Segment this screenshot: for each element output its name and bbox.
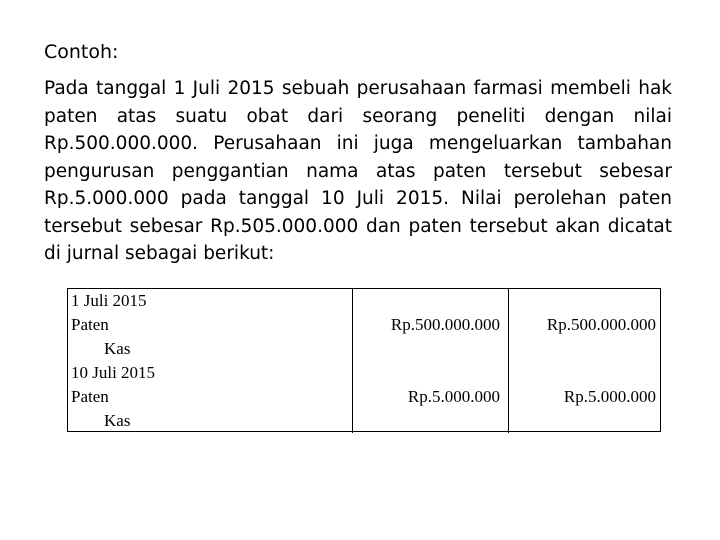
entry-1-credit-account: Kas bbox=[104, 339, 131, 358]
column-divider-credit bbox=[508, 288, 509, 433]
entry-1-credit-amount: Rp.500.000.000 bbox=[546, 315, 656, 334]
entry-1-debit-account: Paten bbox=[71, 315, 109, 334]
entry-2-debit-account: Paten bbox=[71, 387, 109, 406]
entry-2-credit-amount: Rp.5.000.000 bbox=[563, 387, 656, 406]
entry-2-debit-amount: Rp.5.000.000 bbox=[407, 387, 500, 406]
journal-table bbox=[67, 288, 661, 432]
entry-1-debit-amount: Rp.500.000.000 bbox=[390, 315, 500, 334]
entry-2-credit-account: Kas bbox=[104, 411, 131, 430]
example-paragraph: Pada tanggal 1 Juli 2015 sebuah perusahaan farmasi membeli hak paten atas suatu obat dari seorang peneliti dengan nilai Rp.500.000.000. Perusahaan ini juga mengeluarkan tambahan pengurusan penggantian nama atas paten tersebut sebesar Rp.5.000.000 pada tanggal 10 Juli 2015. Nilai perolehan paten tersebut sebesar Rp.505.000.000 dan paten tersebut akan dicatat di jurnal sebagai berikut: bbox=[44, 78, 672, 264]
entry-2-date: 10 Juli 2015 bbox=[71, 363, 156, 382]
example-heading: Contoh: bbox=[44, 41, 119, 63]
column-divider-debit bbox=[352, 288, 353, 433]
entry-1-date: 1 Juli 2015 bbox=[71, 291, 147, 310]
